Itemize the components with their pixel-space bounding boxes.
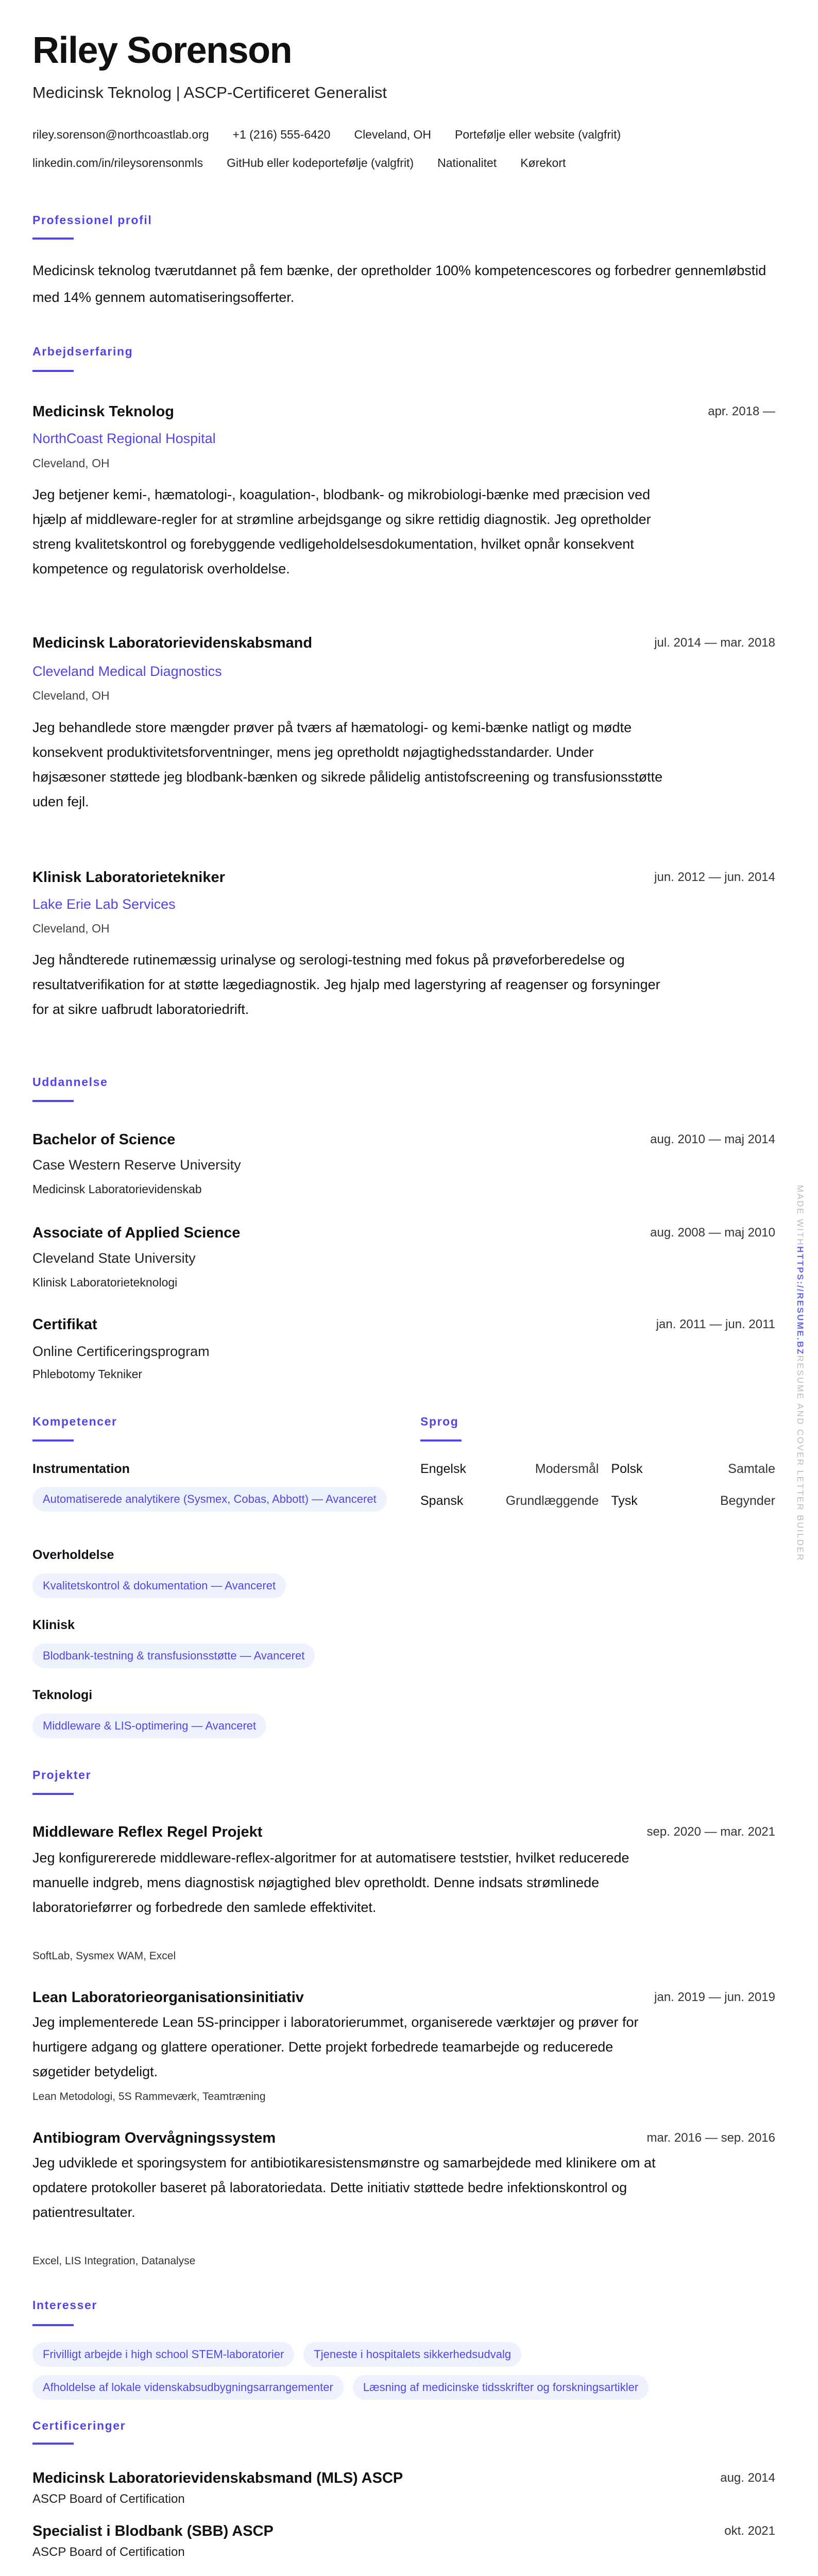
- language-level: Grundlæggende: [505, 1494, 599, 1508]
- section-heading-education: Uddannelse: [32, 1075, 108, 1089]
- skill-chip: Kvalitetskontrol & dokumentation — Avanceret: [32, 1573, 286, 1598]
- job-title: Medicinsk Teknolog: [32, 403, 175, 420]
- field-of-study: Medicinsk Laboratorievidenskab: [32, 1182, 202, 1196]
- job-company: NorthCoast Regional Hospital: [32, 431, 216, 446]
- project-description: Jeg konfigurererede middleware-reflex-algoritmer for at automatisere teststier, hvilket reducerede manuelle indgreb, mens diagnostisk nøjagtighed blev opretholdt. Denne indsats strømlinede laboratorieførrer og forbedrede den samlede effektivitet.: [32, 1850, 629, 1915]
- watermark-prefix: MADE WITH: [795, 1185, 805, 1246]
- job-company: Lake Erie Lab Services: [32, 896, 176, 912]
- job-location: Cleveland, OH: [32, 922, 110, 935]
- skill-chip: Automatiserede analytikere (Sysmex, Cobas, Abbott) — Avanceret: [32, 1487, 387, 1512]
- interest-chips: [32, 2342, 775, 2400]
- section-heading-experience: Arbejdserfaring: [32, 345, 133, 358]
- education-dates: jan. 2011 — jun. 2011: [656, 1317, 775, 1331]
- field-of-study: Klinisk Laboratorieteknologi: [32, 1276, 178, 1289]
- language-level: Samtale: [728, 1462, 775, 1476]
- linkedin-link[interactable]: linkedin.com/in/rileysorensonmls: [32, 156, 203, 170]
- section-divider: [32, 1100, 74, 1102]
- job-dates: jun. 2012 — jun. 2014: [654, 870, 775, 884]
- interest-chip: Tjeneste i hospitalets sikkerhedsudvalg: [303, 2342, 521, 2367]
- candidate-name: Riley Sorenson: [32, 30, 292, 71]
- job-title: Klinisk Laboratorietekniker: [32, 869, 225, 886]
- skill-group-name: Klinisk: [32, 1618, 75, 1632]
- education-dates: aug. 2010 — maj 2014: [650, 1132, 775, 1146]
- languages-grid: [420, 1461, 775, 1509]
- skill-chip-wrap: [32, 1643, 315, 1668]
- job-dates: jul. 2014 — mar. 2018: [654, 636, 775, 650]
- job-title: Medicinsk Laboratorievidenskabsmand: [32, 635, 313, 651]
- drivers-license-text: Kørekort: [520, 156, 566, 170]
- certification-date: okt. 2021: [724, 2524, 775, 2538]
- watermark: [795, 1185, 805, 1562]
- github-link[interactable]: GitHub eller kodeportefølje (valgfrit): [227, 156, 414, 170]
- project-description: Jeg udviklede et sporingsystem for antibiotikaresistensmønstre og samarbejdede med klinikere om at opdatere protokoller baseret på laboratoriedata. Dette initiativ støttede bedre infektionskontrol og patientresultater.: [32, 2155, 656, 2220]
- portfolio-link[interactable]: Portefølje eller website (valgfrit): [455, 128, 621, 141]
- project-description: Jeg implementerede Lean 5S-principper i laboratorierummet, organiserede værktøjer og prøver for hurtigere adgang og glattere operationer. Dette projekt forbedrede teamarbejde og reducerede søgetider betydeligt.: [32, 2014, 639, 2079]
- contact-row-1: [32, 126, 621, 143]
- skill-chip-wrap: [32, 1573, 286, 1598]
- school-name: Online Certificeringsprogram: [32, 1344, 210, 1359]
- skill-group-name: Teknologi: [32, 1688, 93, 1702]
- certification-issuer: ASCP Board of Certification: [32, 2545, 185, 2559]
- project-title: Middleware Reflex Regel Projekt: [32, 1824, 263, 1840]
- project-tech: Lean Metodologi, 5S Rammeværk, Teamtræning: [32, 2091, 266, 2103]
- contact-row-2: [32, 155, 566, 171]
- skill-chip: Middleware & LIS-optimering — Avanceret: [32, 1714, 266, 1738]
- certification-title: Specialist i Blodbank (SBB) ASCP: [32, 2523, 274, 2539]
- watermark-suffix: RESUME AND COVER LETTER BUILDER: [795, 1355, 805, 1562]
- interest-chip: Læsning af medicinske tidsskrifter og forskningsartikler: [353, 2375, 649, 2400]
- project-title: Lean Laboratorieorganisationsinitiativ: [32, 1989, 304, 2006]
- section-heading-certifications: Certificeringer: [32, 2419, 126, 2432]
- certification-issuer: ASCP Board of Certification: [32, 2492, 185, 2506]
- location-text: Cleveland, OH: [354, 128, 432, 141]
- job-company: Cleveland Medical Diagnostics: [32, 664, 222, 679]
- project-dates: jan. 2019 — jun. 2019: [654, 1990, 775, 2004]
- language-level: Begynder: [720, 1494, 775, 1508]
- language-name: Spansk: [420, 1494, 464, 1508]
- section-divider: [420, 1439, 462, 1442]
- language-name: Tysk: [611, 1494, 638, 1508]
- phone-link[interactable]: +1 (216) 555-6420: [232, 128, 331, 141]
- education-dates: aug. 2008 — maj 2010: [650, 1226, 775, 1240]
- section-heading-skills: Kompetencer: [32, 1415, 117, 1428]
- interest-chip: Frivilligt arbejde i high school STEM-laboratorier: [32, 2342, 294, 2367]
- section-divider: [32, 370, 74, 372]
- section-divider: [32, 2443, 74, 2445]
- language-name: Polsk: [611, 1462, 643, 1476]
- language-name: Engelsk: [420, 1462, 466, 1476]
- interest-chip: Afholdelse af lokale videnskabsudbygningsarrangementer: [32, 2375, 344, 2400]
- field-of-study: Phlebotomy Tekniker: [32, 1367, 143, 1381]
- certification-date: aug. 2014: [720, 2471, 775, 2485]
- project-tech: Excel, LIS Integration, Datanalyse: [32, 2255, 196, 2267]
- degree-title: Bachelor of Science: [32, 1131, 176, 1148]
- degree-title: Certifikat: [32, 1316, 97, 1333]
- candidate-subtitle: Medicinsk Teknolog | ASCP-Certificeret Generalist: [32, 83, 387, 101]
- skill-chip-wrap: [32, 1487, 388, 1512]
- certification-title: Medicinsk Laboratorievidenskabsmand (MLS) ASCP: [32, 2470, 403, 2486]
- skill-chip-wrap: [32, 1714, 266, 1738]
- section-heading-interests: Interesser: [32, 2298, 97, 2312]
- skill-group-name: Instrumentation: [32, 1462, 130, 1476]
- nationality-text: Nationalitet: [437, 156, 497, 170]
- project-tech: SoftLab, Sysmex WAM, Excel: [32, 1950, 176, 1962]
- school-name: Case Western Reserve University: [32, 1157, 241, 1173]
- section-divider: [32, 1793, 74, 1795]
- profile-summary: Medicinsk teknolog tværutdannet på fem bænke, der opretholder 100% kompetencescores og forbedrer gennemløbstid med 14% gennem automatiseringsofferter.: [32, 263, 766, 305]
- job-description: Jeg håndterede rutinemæssig urinalyse og serologi-testning med fokus på prøveforberedelse og resultatverifikation for at støtte lægediagnostik. Jeg hjalp med lagerstyring af reagenser og forsyninger for at sikre uafbrudt laboratoriedrift.: [32, 952, 660, 1017]
- school-name: Cleveland State University: [32, 1250, 196, 1266]
- language-level: Modersmål: [535, 1462, 599, 1476]
- skill-chip: Blodbank-testning & transfusionsstøtte — Avanceret: [32, 1643, 315, 1668]
- section-divider: [32, 1439, 74, 1442]
- email-link[interactable]: riley.sorenson@northcoastlab.org: [32, 128, 209, 141]
- degree-title: Associate of Applied Science: [32, 1225, 241, 1241]
- job-dates: apr. 2018 —: [708, 404, 775, 418]
- job-description: Jeg behandlede store mængder prøver på tværs af hæmatologi- og kemi-bænke natligt og mødte konsekvent produktivitetsforventninger, mens jeg opretholdt nøjagtighedsstandarder. Under højsæsoner støttede jeg blodbank-bænken og sikrede pålidelig antistofscreening og transfusionsstøtte uden fejl.: [32, 720, 663, 809]
- section-heading-languages: Sprog: [420, 1415, 459, 1428]
- job-location: Cleveland, OH: [32, 689, 110, 702]
- job-description: Jeg betjener kemi-, hæmatologi-, koagulation-, blodbank- og mikrobiologi-bænke med præcision ved hjælp af middleware-regler for at strømline arbejdsgange og sikre rettidig diagnostik. Jeg opretholder streng kvalitetskontrol og forebyggende vedligeholdelsesdokumentation, hvilket opnår konsekvent kompetence og regulatorisk overholdelse.: [32, 487, 651, 577]
- job-location: Cleveland, OH: [32, 456, 110, 470]
- project-title: Antibiogram Overvågningssystem: [32, 2130, 276, 2146]
- project-dates: sep. 2020 — mar. 2021: [646, 1825, 775, 1839]
- watermark-link[interactable]: HTTPS://RESUME.BZ: [795, 1246, 805, 1355]
- section-heading-profile: Professionel profil: [32, 213, 152, 227]
- section-divider: [32, 2324, 74, 2326]
- section-divider: [32, 238, 74, 240]
- section-heading-projects: Projekter: [32, 1768, 92, 1782]
- project-dates: mar. 2016 — sep. 2016: [646, 2131, 775, 2145]
- skill-group-name: Overholdelse: [32, 1548, 114, 1562]
